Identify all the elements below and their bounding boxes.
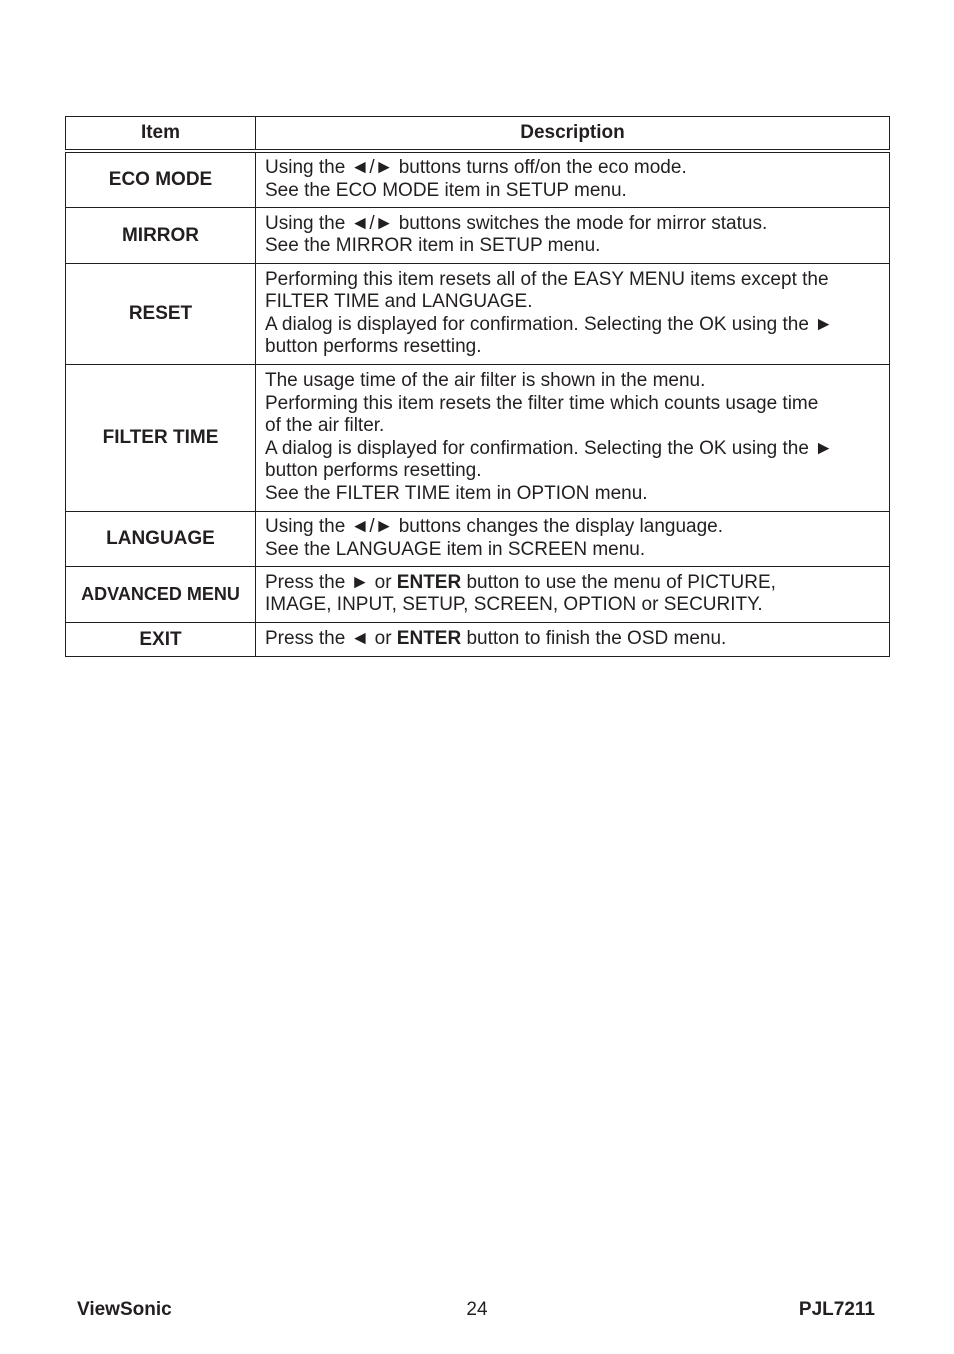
table-row	[66, 567, 890, 623]
key-name: ENTER	[396, 628, 462, 650]
description-text: See the ECO MODE item in SETUP menu.	[265, 179, 627, 201]
description-text: A dialog is displayed for confirmation. Selecting the OK using the ►	[265, 437, 834, 459]
description-text: FILTER TIME and LANGUAGE.	[265, 291, 533, 313]
table-row	[66, 264, 890, 365]
footer-brand: ViewSonic	[77, 1299, 172, 1320]
table-row	[66, 623, 890, 657]
description-line	[265, 572, 879, 595]
description-line	[265, 393, 879, 416]
description-cell	[256, 208, 890, 264]
item-column-header: Item	[66, 117, 256, 152]
description-line	[265, 180, 879, 203]
table-row	[66, 512, 890, 567]
item-cell: RESET	[66, 264, 256, 365]
item-cell: MIRROR	[66, 208, 256, 264]
description-line	[265, 415, 879, 438]
description-column-header: Description	[256, 117, 890, 152]
description-text: button performs resetting.	[265, 336, 482, 358]
description-line	[265, 336, 879, 359]
item-cell: ADVANCED MENU	[66, 567, 256, 623]
item-cell: ECO MODE	[66, 151, 256, 208]
description-line	[265, 516, 879, 539]
table-row	[66, 365, 890, 512]
description-cell	[256, 151, 890, 208]
description-cell	[256, 623, 890, 657]
description-text: IMAGE, INPUT, SETUP, SCREEN, OPTION or SECURITY.	[265, 594, 763, 616]
item-cell: EXIT	[66, 623, 256, 657]
item-cell: LANGUAGE	[66, 512, 256, 567]
description-text: of the air filter.	[265, 415, 385, 437]
description-line	[265, 483, 879, 506]
table-body	[66, 151, 890, 657]
description-line	[265, 594, 879, 617]
description-line	[265, 314, 879, 337]
item-cell: FILTER TIME	[66, 365, 256, 512]
description-line	[265, 628, 879, 651]
description-cell	[256, 365, 890, 512]
key-name: ENTER	[396, 571, 462, 593]
menu-description-table	[65, 116, 890, 657]
footer-page-number: 24	[466, 1299, 488, 1320]
description-text: Using the ◄/► buttons switches the mode for mirror status.	[265, 212, 768, 234]
description-text: The usage time of the air filter is shown in the menu.	[265, 369, 706, 391]
description-line	[265, 370, 879, 393]
table-row	[66, 151, 890, 208]
description-text: button to use the menu of PICTURE,	[461, 571, 776, 593]
description-text: Press the ◄ or	[265, 628, 397, 650]
table-row	[66, 208, 890, 264]
footer-model-number: PJL7211	[798, 1299, 875, 1320]
description-cell	[256, 264, 890, 365]
description-text: button performs resetting.	[265, 460, 482, 482]
description-line	[265, 539, 879, 562]
description-text: See the MIRROR item in SETUP menu.	[265, 235, 601, 257]
description-line	[265, 460, 879, 483]
description-text: See the LANGUAGE item in SCREEN menu.	[265, 538, 646, 560]
description-cell	[256, 567, 890, 623]
description-text: Performing this item resets the filter time which counts usage time	[265, 392, 819, 414]
description-text: See the FILTER TIME item in OPTION menu.	[265, 482, 648, 504]
description-text: A dialog is displayed for confirmation. Selecting the OK using the ►	[265, 313, 834, 335]
description-text: Using the ◄/► buttons changes the display language.	[265, 516, 724, 538]
description-line	[265, 235, 879, 258]
description-line	[265, 291, 879, 314]
description-cell	[256, 512, 890, 567]
description-line	[265, 269, 879, 292]
description-line	[265, 213, 879, 236]
description-text: Performing this item resets all of the EASY MENU items except the	[265, 268, 829, 290]
description-text: Press the ► or	[265, 571, 397, 593]
description-line	[265, 157, 879, 180]
description-text: Using the ◄/► buttons turns off/on the eco mode.	[265, 157, 687, 178]
description-text: button to finish the OSD menu.	[461, 628, 727, 650]
description-line	[265, 438, 879, 461]
table-header-row	[66, 117, 890, 152]
